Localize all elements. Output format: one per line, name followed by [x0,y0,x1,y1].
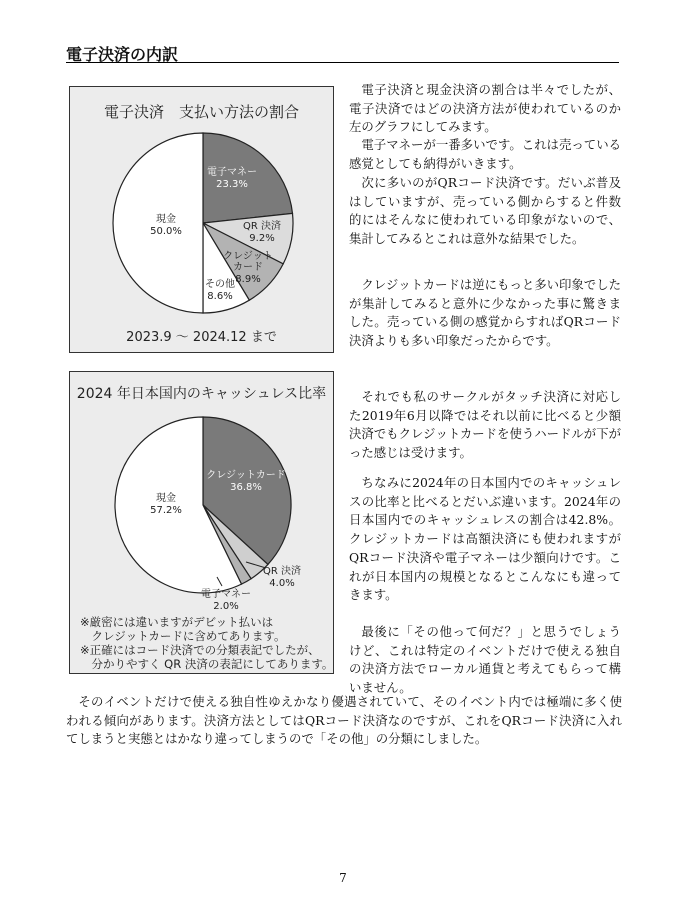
chart-title: 電子決済 支払い方法の割合 [103,103,299,121]
slice-label: 現金 50.0% [150,214,182,237]
page-number: 7 [339,871,347,885]
paragraph: 電子マネーが一番多いです。これは売っている感覚としても納得がいきます。 [349,137,621,171]
slice-label: クレジットカード 36.8% [206,470,286,493]
title-underline [66,62,619,63]
chart-note: ※厳密には違いますがデビット払いは クレジットカードに含めてあります。 [80,615,286,643]
slice-label: 現金 57.2% [150,493,182,516]
paragraph: 電子決済と現金決済の割合は半々でしたが、電子決済ではどの決済方法が使われているのか左のグラフにしてみます。 [349,82,621,135]
slice-label: その他 8.6% [205,279,235,302]
slice-label: QR 決済 9.2% [243,221,281,244]
paragraph: クレジットカードは逆にもっと多い印象でしたが集計してみると意外に少なかった事に驚きました。売っている側の感覚からすればQRコード決済よりも多い印象だったからです。 [349,277,621,349]
paragraph: 次に多いのがQRコード決済です。だいぶ普及はしていますが、売っている側からすると件数的にはそんなに使われている印象がないので、集計してみるとこれは意外な結果でした。 [349,175,621,247]
paragraph: 最後に「その他って何だ？」と思うでしょうけど、これは特定のイベントだけで使える独自の決済方法でローカル通貨と考えてもらって構いません。 [349,624,621,696]
slice-label: 電子マネー 23.3% [207,167,257,190]
paragraph: そのイベントだけで使える独自性ゆえかなり優遇されていて、そのイベント内では極端に多く使われる傾向があります。決済方法としてはQRコード決済なのですが、これをQRコード決済に入れてしまうと実態とはかなり違ってしまうので「その他」の分類にしました。 [66,694,622,747]
slice-label: 電子マネー 2.0% [201,589,251,612]
slice-label: クレジットカード 8.9% [223,251,273,285]
chart-panel-cashless-ratio [69,371,334,674]
pie-chart-payment-methods [70,87,333,352]
chart-panel-payment-methods [69,86,334,353]
slice-label: QR 決済 4.0% [263,566,301,589]
chart-title: 2024 年日本国内のキャッシュレス比率 [76,386,327,402]
chart-period: 2023.9 ～ 2024.12 まで [126,330,277,345]
paragraph: ちなみに2024年の日本国内でのキャッシュレスの比率と比べるとだいぶ違います。2024年の日本国内でのキャッシュレスの割合は42.8%。クレジットカードは高額決済にも使われますがQRコード決済や電子マネーは少額向けです。これが日本国内の規模となるとこんなにも違ってきます。 [349,475,621,603]
chart-note: ※正確にはコード決済での分類表記でしたが、 分かりやすく QR 決済の表記にしてあります。 [80,643,334,671]
page-title: 電子決済の内訳 [66,45,179,64]
paragraph: それでも私のサークルがタッチ決済に対応した2019年6月以降ではそれ以前に比べると少額決済でもクレジットカードを使うハードルが下がった感じは受けます。 [349,389,621,461]
pie-slice [203,133,292,223]
